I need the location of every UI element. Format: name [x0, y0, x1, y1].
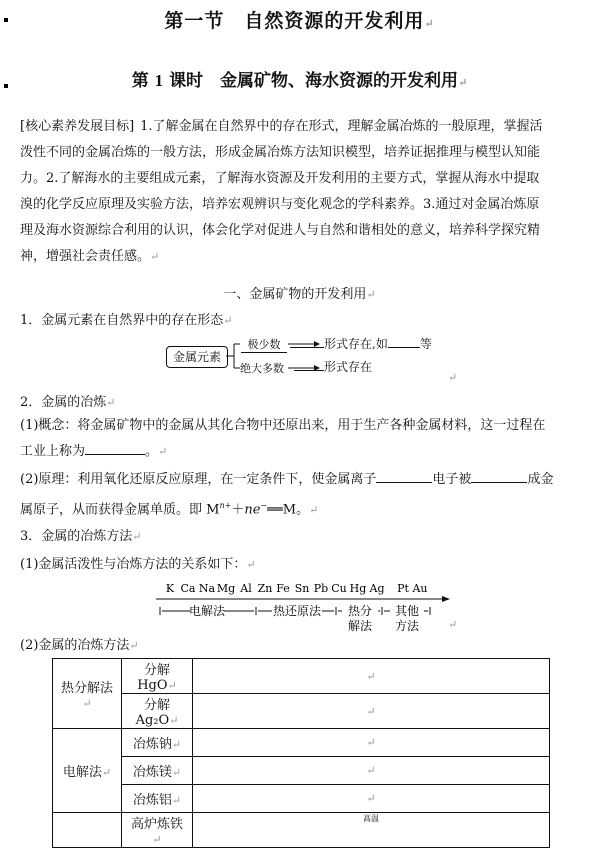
sub-heading-1: (1)金属活泼性与冶炼方法的关系如下：↵ — [20, 557, 256, 572]
concept-paragraph: (1)概念：将金属矿物中的金属从其化合物中还原出来，用于生产各种金属材料，这一过程在 工业上称为 。↵ — [20, 418, 546, 459]
answer-cell: ↵ — [193, 785, 550, 813]
metal-activity-axis — [150, 578, 460, 634]
lesson-subtitle: 第 1 课时 金属矿物、海水资源的开发利用↵ — [131, 71, 468, 91]
existence-diagram — [166, 334, 466, 382]
item-heading-3: 3．金属的冶炼方法↵ — [20, 529, 142, 544]
core-literacy-paragraph: [核心素养发展目标] 1.了解金属在自然界中的存在形式，理解金属冶炼的一般原理，掌握活 泼性不同的金属冶炼的一般方法，形成金属冶炼方法知识模型，培养证据推理与模型认知能 力。2.了解海水的主要组成元素，了解海水资源及开发利用的主要方式，掌握从海水中提取 溴的化学反应原理及实验方法，培养宏观辨识与变化观念的学科素养。3.通过对金属冶炼原 理及海水资源综合利用的认识，体会化学对促进人与自然和谐相处的意义，培养科学探究精 神，增强社会责任感。↵ — [20, 119, 543, 264]
item-cell: 分解 Ag₂O↵ — [122, 694, 193, 729]
metal-symbol-fe: Fe — [276, 582, 290, 595]
metal-smelting-table — [52, 658, 550, 848]
metal-symbol-ca: Ca — [180, 582, 196, 595]
table-row — [53, 813, 550, 848]
answer-cell: ↵ — [193, 659, 550, 694]
table-row — [53, 659, 550, 694]
item-heading-2: 2．金属的冶炼↵ — [20, 395, 116, 410]
metal-symbol-k: K — [165, 582, 175, 595]
method-thermal-reduction: 热还原法 — [272, 604, 322, 618]
metal-symbol-pb: Pb — [313, 582, 329, 595]
metal-symbol-na: Na — [198, 582, 216, 595]
method-electrolysis: 电解法 — [188, 604, 226, 618]
branch-label-most: 绝大多数 — [240, 362, 284, 375]
return-mark: ↵ — [448, 371, 458, 384]
metal-element-box: 金属元素 — [166, 346, 228, 368]
answer-cell: ↵ — [193, 729, 550, 757]
section-heading: 一、金属矿物的开发利用↵ — [223, 287, 376, 302]
method-thermal-decomposition-2: 解法 — [347, 619, 373, 633]
principle-paragraph: (2)原理：利用氧化还原反应原理，在一定条件下，使金属离子 电子被 成金 属原子，从而获得金属单质。即 $M^{n+}+ne^-══M$。↵ — [20, 472, 554, 518]
metal-symbol-zn: Zn — [257, 582, 273, 595]
answer-cell: ↵ — [193, 757, 550, 785]
item-cell: 冶炼镁↵ — [122, 757, 193, 785]
metal-symbol-al: Al — [240, 582, 252, 595]
item-heading-1: 1．金属元素在自然界中的存在形态↵ — [20, 313, 233, 328]
core-tag: [核心素养发展目标] — [20, 119, 135, 134]
metal-symbol-sn: Sn — [294, 582, 310, 595]
metal-symbol-mg: Mg — [216, 582, 236, 595]
item-cell: 冶炼钠↵ — [122, 729, 193, 757]
free-state-line: 形式存在,如 等 — [290, 335, 432, 352]
item-cell: 冶炼铝↵ — [122, 785, 193, 813]
metal-symbol-ag: Ag — [369, 582, 385, 595]
answer-cell: ↵ — [193, 694, 550, 729]
method-other-2: 方法 — [394, 619, 420, 633]
method-other-1: 其他 — [394, 604, 420, 618]
combined-state-line: 形式存在 — [294, 358, 372, 375]
table-row — [53, 694, 550, 729]
item-cell: 高炉炼铁↵ — [122, 813, 193, 848]
item-cell: 分解 HgO↵ — [122, 659, 193, 694]
page-title: 第一节 自然资源的开发利用↵ — [164, 10, 435, 32]
category-cell: 热分解法↵ — [53, 659, 122, 729]
category-cell: 电解法↵ — [53, 729, 122, 813]
sub-heading-2: (2)金属的冶炼方法↵ — [20, 638, 139, 653]
metal-symbol-au: Au — [412, 582, 428, 595]
answer-cell: 高温 — [193, 813, 550, 848]
metal-symbol-pt: Pt — [397, 582, 409, 595]
table-row — [53, 729, 550, 757]
metal-symbol-cu: Cu — [331, 582, 347, 595]
category-cell — [53, 813, 122, 848]
return-mark: ↵ — [448, 618, 458, 631]
method-thermal-decomposition-1: 热分 — [347, 604, 373, 618]
table-row — [53, 785, 550, 813]
table-row — [53, 757, 550, 785]
branch-label-few: 极少数 — [241, 336, 287, 353]
metal-symbol-hg: Hg — [349, 582, 367, 595]
